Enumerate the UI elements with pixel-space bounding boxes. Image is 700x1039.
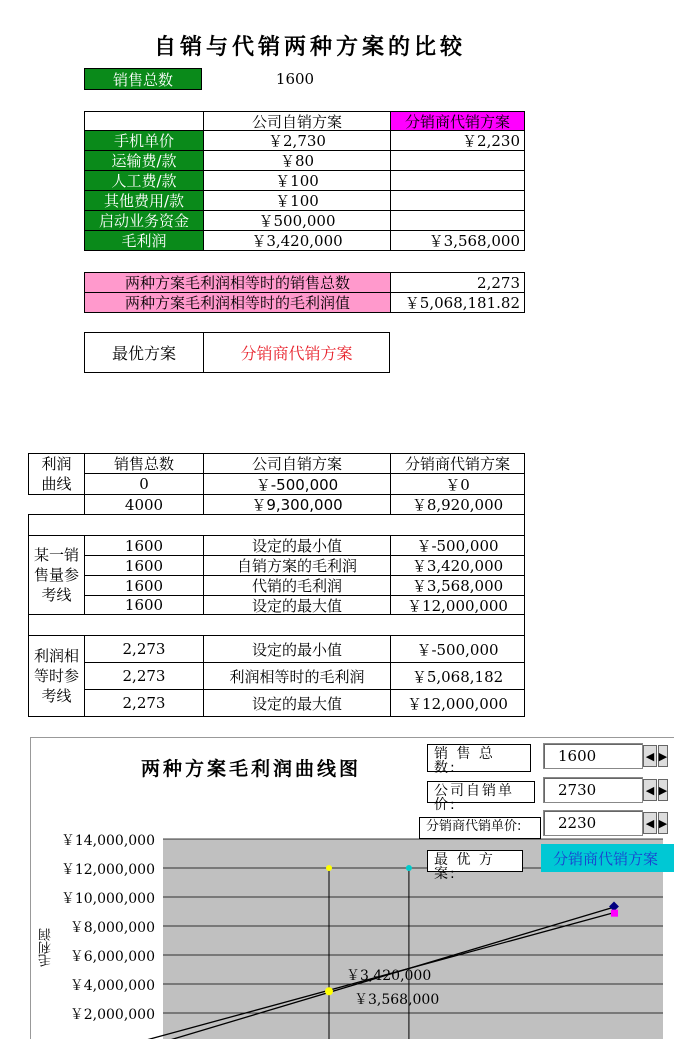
- best-plan-value: 分销商代销方案: [203, 332, 390, 373]
- control-self-price-label: 公司自销单价:: [427, 781, 535, 803]
- y-tick-label: ￥4,000,000: [69, 978, 155, 994]
- table-cell-self: ￥9,300,000: [203, 494, 391, 515]
- row-label: 手机单价: [84, 130, 204, 151]
- row-label: 运输费/款: [84, 150, 204, 171]
- table-cell-count: 0: [84, 473, 204, 495]
- table-cell-self: 自销方案的毛利润: [203, 555, 391, 576]
- table-cell-self: ￥-500,000: [203, 473, 391, 495]
- table-cell-count: 1600: [84, 535, 204, 556]
- table-cell-self: 设定的最大值: [203, 689, 391, 717]
- table-cell-agent: ￥8,920,000: [390, 494, 525, 515]
- equal-count-label: 两种方案毛利润相等时的销售总数: [84, 272, 391, 293]
- table-cell-agent: ￥0: [390, 473, 525, 495]
- table-cell-agent: ￥3,568,000: [390, 575, 525, 596]
- row-agent-value: [390, 190, 525, 211]
- t2-header-agent: 分销商代销方案: [390, 453, 525, 474]
- data-point-marker: [325, 987, 333, 995]
- row-self-value: ￥2,730: [203, 130, 391, 151]
- table-header-self: 公司自销方案: [203, 111, 391, 131]
- table-cell-self: 代销的毛利润: [203, 575, 391, 596]
- table-cell-agent: ￥3,420,000: [390, 555, 525, 576]
- y-tick-label: ￥14,000,000: [60, 833, 155, 849]
- table-header-agent: 分销商代销方案: [390, 111, 525, 131]
- table-cell-count: 1600: [84, 595, 204, 615]
- spacer-row: [28, 614, 525, 636]
- row-self-value: ￥100: [203, 190, 391, 211]
- table-cell-count: 1600: [84, 575, 204, 596]
- row-label: 启动业务资金: [84, 210, 204, 231]
- y-tick-label: ￥2,000,000: [69, 1007, 155, 1023]
- row-self-value: ￥80: [203, 150, 391, 171]
- series-end-marker: [611, 910, 618, 917]
- row-self-value: ￥500,000: [203, 210, 391, 231]
- self-price-decrease-icon[interactable]: ◀: [643, 779, 657, 801]
- group-label-equal-ref: 利润相等时参考线: [28, 635, 85, 717]
- table-cell-self: 设定的最小值: [203, 535, 391, 556]
- table-cell-agent: ￥12,000,000: [390, 689, 525, 717]
- row-label: 毛利润: [84, 230, 204, 251]
- row-agent-value: ￥3,568,000: [390, 230, 525, 251]
- y-tick-label: ￥8,000,000: [69, 920, 155, 936]
- row-self-value: ￥100: [203, 170, 391, 191]
- agent-price-input[interactable]: 2230: [543, 810, 643, 836]
- y-tick-label: ￥10,000,000: [60, 891, 155, 907]
- equal-profit-label: 两种方案毛利润相等时的毛利润值: [84, 292, 391, 313]
- reference-marker: [406, 865, 412, 871]
- control-sales-label: 销 售 总 数:: [427, 744, 531, 772]
- best-plan-label: 最优方案: [84, 332, 204, 373]
- agent-price-increase-icon[interactable]: ▶: [658, 812, 668, 834]
- control-best-label: 最 优 方 案:: [427, 850, 523, 872]
- row-agent-value: [390, 170, 525, 191]
- table-cell-agent: ￥5,068,182: [390, 662, 525, 690]
- t2-header-count: 销售总数: [84, 453, 204, 474]
- table-header-blank: [84, 111, 204, 131]
- group-label-sales-ref: 某一销售量参考线: [28, 535, 85, 615]
- table-cell-self: 设定的最大值: [203, 595, 391, 615]
- profit-chart[interactable]: [30, 737, 674, 1039]
- table-cell-agent: ￥12,000,000: [390, 595, 525, 615]
- equal-count-value: 2,273: [390, 272, 525, 293]
- row-agent-value: [390, 210, 525, 231]
- self-price-increase-icon[interactable]: ▶: [658, 779, 668, 801]
- y-tick-label: ￥12,000,000: [60, 862, 155, 878]
- sales-total-input[interactable]: 1600: [543, 743, 643, 769]
- table-cell-count: 2,273: [84, 635, 204, 663]
- table-cell-agent: ￥-500,000: [390, 535, 525, 556]
- table-cell-self: 设定的最小值: [203, 635, 391, 663]
- row-label: 人工费/款: [84, 170, 204, 191]
- row-self-value: ￥3,420,000: [203, 230, 391, 251]
- reference-marker: [326, 865, 332, 871]
- control-agent-price-label: 分销商代销单价:: [419, 817, 541, 839]
- equal-profit-value: ￥5,068,181.82: [390, 292, 525, 313]
- t2-header-self: 公司自销方案: [203, 453, 391, 474]
- row-agent-value: [390, 150, 525, 171]
- table-cell-count: 2,273: [84, 689, 204, 717]
- y-tick-label: ￥6,000,000: [69, 949, 155, 965]
- table-cell-count: 4000: [84, 494, 204, 515]
- row-label: 其他费用/款: [84, 190, 204, 211]
- y-axis-label: 毛利润: [39, 928, 54, 967]
- table-cell-self: 利润相等时的毛利润: [203, 662, 391, 690]
- sales-total-value: 1600: [275, 70, 315, 88]
- chart-title: 两种方案毛利润曲线图: [141, 758, 362, 780]
- agent-price-decrease-icon[interactable]: ◀: [643, 812, 657, 834]
- sales-increase-icon[interactable]: ▶: [658, 745, 668, 767]
- self-price-input[interactable]: 2730: [543, 777, 643, 803]
- row-agent-value: ￥2,230: [390, 130, 525, 151]
- data-label-agent: ￥3,568,000: [354, 992, 440, 1008]
- sales-decrease-icon[interactable]: ◀: [643, 745, 657, 767]
- table-cell-count: 1600: [84, 555, 204, 576]
- sales-total-label: 销售总数: [84, 68, 202, 90]
- page-title: 自销与代销两种方案的比较: [153, 34, 466, 60]
- table-cell-agent: ￥-500,000: [390, 635, 525, 663]
- data-label-self: ￥3,420,000: [346, 968, 432, 984]
- group-label-profit-curve: 利润曲线: [28, 453, 85, 495]
- spacer-row: [28, 514, 525, 535]
- best-plan-output: 分销商代销方案: [541, 844, 674, 872]
- table-cell-count: 2,273: [84, 662, 204, 690]
